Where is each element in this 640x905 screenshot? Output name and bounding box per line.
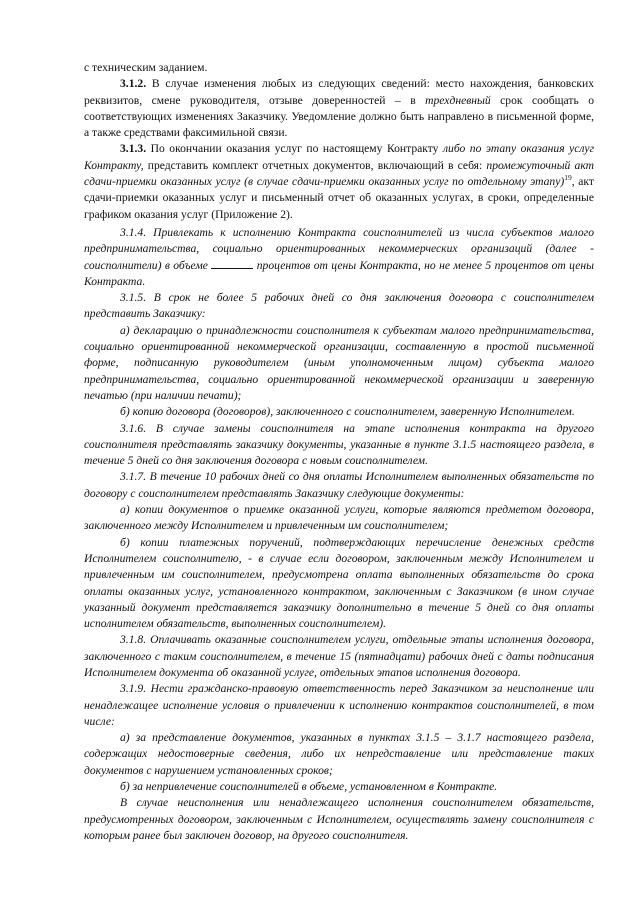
clause-3-1-9-c: В случае неисполнения или ненадлежащего исполнения соисполнителем обязательств, предусмотренных договором, заключенным с Исполнителем, осуществлять замену соисполнителя с которым ранее был заключен договор, на другого соисполнителя. bbox=[84, 796, 594, 842]
clause-3-1-6: 3.1.6. В случае замены соисполнителя на этапе исполнения контракта на другого соисполнителя представлять заказчику документы, указанные в пункте 3.1.5 настоящего раздела, в течение 5 дней со дня заключения договора с новым соисполнителем. bbox=[84, 421, 594, 468]
clause-3-1-7-b: б) копии платежных поручений, подтверждающих перечисление денежных средств Исполнителем соисполнителю, - в случае если договором, заключенным между Исполнителем и привлеченным им соисполнителем, предусмотрена оплата выполненных обязательств до срока оплаты оказанных услуг, установленного контрактом, заключенным с Заказчиком (в ином случае указанный документ представляется заказчику дополнительно в течение 5 дней со дня оплаты исполнителем обязательств, выполненных соисполнителем). bbox=[84, 535, 594, 631]
clause-3-1-7-a: а) копии документов о приемке оказанной услуги, которые являются предметом договора, заключенного между Исполнителем и привлеченным им соисполнителем; bbox=[84, 503, 594, 533]
clause-3-1-3: 3.1.3. По окончании оказания услуг по настоящему Контракту либо по этапу оказания услуг Контракту, представить комплект отчетных документов, включающий в себя: промежуточный акт сдачи-приемки оказанных услуг (в случае сдачи-приемки оказанных услуг по отдельному этапу)$^{19}$, акт сдачи-приемки оказанных услуг и письменный отчет об оказанных услугах, в сроки, определенные графиком оказания услуг (Приложение 2). bbox=[84, 142, 594, 221]
clause-3-1-5-b: б) копию договора (договоров), заключенного с соисполнителем, заверенную Исполнителем. bbox=[120, 405, 575, 419]
clause-3-1-9-a: а) за представление документов, указанных в пунктах 3.1.5 – 3.1.7 настоящего раздела, содержащих недостоверные сведения, либо их непредставление или представление таких документов с нарушением установленных сроков; bbox=[84, 731, 594, 777]
clause-3-1-5: 3.1.5. В срок не более 5 рабочих дней со дня заключения договора с соисполнителем представить Заказчику: bbox=[84, 291, 594, 321]
clause-3-1-9-b: б) за непривлечение соисполнителей в объеме, установленном в Контракте. bbox=[120, 780, 498, 794]
clause-number: 3.1.2. bbox=[120, 77, 147, 91]
clause-3-1-9: 3.1.9. Нести гражданско-правовую ответственность перед Заказчиком за неисполнение или ненадлежащее исполнение условия о привлечении к исполнению контрактов соисполнителей, в том числе: bbox=[84, 682, 594, 728]
clause-number: 3.1.3. bbox=[120, 142, 147, 156]
clause-3-1-4: 3.1.4. Привлекать к исполнению Контракта соисполнителей из числа субъектов малого предпринимательства, социально ориентированных некоммерческих организаций (далее - соисполнители) в объеме процентов от цены Контракта, но не менее 5 процентов от цены Контракта. bbox=[84, 225, 594, 288]
clause-3-1-8: 3.1.8. Оплачивать оказанные соисполнителем услуги, отдельные этапы исполнения договора, заключенного с таким соисполнителем, в течение 15 (пятнадцати) рабочих дней с даты подписания Исполнителем документа об оказанной услуге, отдельных этапов исполнения договора. bbox=[84, 633, 594, 679]
blank-field bbox=[211, 258, 253, 269]
clause-3-1-7: 3.1.7. В течение 10 рабочих дней со дня оплаты Исполнителем выполненных обязательств по договору с соисполнителем представлять Заказчику следующие документы: bbox=[84, 470, 594, 500]
clause-3-1-5-a: а) декларацию о принадлежности соисполнителя к субъектам малого предпринимательства, социально ориентированной некоммерческой организации, составленную в простой письменной форме, подписанную руководителем (иным уполномоченным лицом) субъекта малого предпринимательства, социально ориентированной некоммерческой организации и заверенную печатью (при наличии печати); bbox=[84, 323, 594, 402]
clause-3-1-2: 3.1.2. В случае изменения любых из следующих сведений: место нахождения, банковских реквизитов, смене руководителя, отзыве доверенностей – в трехдневный срок сообщать о соответствующих изменениях Заказчику. Уведомление должно быть направлено в письменной форме, а также средствами факсимильной связи. bbox=[84, 77, 594, 140]
intro-line: с техническим заданием. bbox=[84, 61, 208, 74]
footnote-ref: 19 bbox=[564, 173, 572, 183]
